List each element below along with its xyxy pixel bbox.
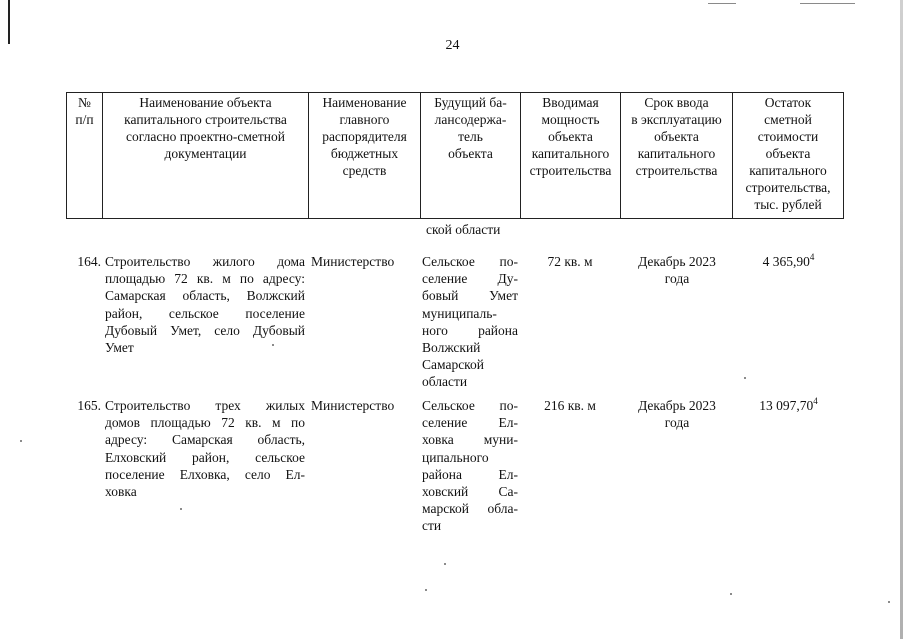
row-number: 164. [77,254,101,269]
scan-speck [888,601,890,603]
scan-speck [744,377,746,379]
cell-line: поселение Елховка, село Ел- [105,466,305,482]
header-line: бюджетных [330,146,399,161]
cell-line: селение Ду- [422,271,518,287]
header-line: согласно проектно-сметной [126,129,285,144]
header-cell-holder [421,93,521,219]
header-cell-capacity [521,93,621,219]
header-line: лансодержа- [434,112,507,127]
cell-line: Сельское по- [422,254,518,269]
cell-line: ховский Са- [422,484,518,500]
header-line: сметной [764,112,812,127]
cell-line: адресу: Самарская область, [105,432,305,448]
footnote-marker: 4 [809,252,815,262]
cell-line: район, сельское поселение [105,305,305,321]
cell-line: марской обла- [422,501,518,517]
header-line: объекта [548,129,593,144]
commissioning-term [622,397,732,431]
cell-line: сти [422,518,442,534]
remaining-cost-value: 4 365,90 [762,254,810,269]
cell-line: ного района [422,322,518,338]
footnote-marker: 4 [813,396,818,406]
cell-line: года [664,271,690,287]
header-line: стоимости [757,129,819,144]
header-line: тыс. рублей [754,197,822,212]
scan-mark [800,3,855,4]
scan-speck [425,589,427,591]
header-line: объекта [448,146,493,161]
header-line: в эксплуатацию [631,112,722,127]
header-line: п/п [75,112,94,127]
cell-line: Строительство жилого дома [105,254,305,269]
header-cell-admin [309,93,421,219]
header-line: объекта [765,146,811,161]
cell-line: Самарской [422,357,485,373]
object-name [105,253,305,356]
cell-line: Самарская область, Волжский [105,288,305,304]
header-row [67,93,844,219]
header-line: строительства, [745,180,831,195]
cell-line: Умет [105,340,134,356]
header-line: распорядителя [322,129,407,144]
object-name [105,397,305,500]
remaining-cost [734,397,843,414]
header-line: капитального [637,146,716,161]
scan-speck [272,344,274,346]
header-line: Вводимая [542,95,599,110]
header-cell-num [67,93,103,219]
header-line: Срок ввода [644,95,709,110]
cell-line: Строительство трех жилых [105,398,305,413]
header-cell-remain [733,93,844,219]
continuation-text: ской области [426,222,501,237]
header-line: капитального [531,146,610,161]
cell-line: домов площадью 72 кв. м по [105,415,305,431]
cell-line: Дубовый Умет, село Дубовый [105,322,305,338]
header-line: средств [342,163,387,178]
cell-line: ципального [422,449,489,465]
header-line: мощность [541,112,600,127]
table-header [66,92,844,219]
future-balance-holder [422,253,518,391]
scan-speck [180,508,182,510]
capacity: 72 кв. м [547,254,593,269]
remaining-cost [734,253,843,270]
remaining-cost-value: 13 097,70 [759,398,814,413]
header-line: Наименование объекта [139,95,272,110]
header-cell-term [621,93,733,219]
capacity: 216 кв. м [544,398,596,413]
scan-mark [708,3,736,4]
cell-line: Декабрь 2023 [638,398,716,413]
cell-line: района Ел- [422,466,518,482]
cell-line: муниципаль- [422,305,497,321]
row-number: 165. [77,398,101,413]
cell-line: года [664,415,690,431]
header-line: № [78,95,91,110]
cell-line: площадью 72 кв. м по адресу: [105,271,305,287]
header-line: Наименование [322,95,407,110]
header-line: тель [458,129,483,144]
future-balance-holder [422,397,518,535]
page-number: 24 [445,38,460,53]
cell-line: Волжский [422,340,481,356]
cell-line: Сельское по- [422,398,518,413]
header-line: Будущий ба- [434,95,507,110]
cell-line: области [422,374,468,390]
header-line: Остаток [764,95,812,110]
header-line: строительства [635,163,718,178]
scan-speck [20,440,22,442]
scan-edge-right [900,0,903,639]
cell-line: ховка [105,484,137,500]
commissioning-term [622,253,732,287]
header-cell-name [103,93,309,219]
cell-line: ховка муни- [422,432,518,448]
cell-line: бовый Умет [422,288,518,304]
header-line: объекта [654,129,699,144]
scan-speck [730,593,732,595]
header-line: капитального [749,163,827,178]
header-line: документации [164,146,247,161]
budget-administrator: Министерство [311,254,395,269]
scan-speck [444,563,446,565]
header-line: капитального строительства [124,112,287,127]
budget-administrator: Министерство [311,398,395,413]
cell-line: Елховский район, сельское [105,449,305,465]
cell-line: Декабрь 2023 [638,254,716,269]
cell-line: селение Ел- [422,415,518,431]
header-line: главного [339,112,390,127]
header-line: строительства [529,163,612,178]
